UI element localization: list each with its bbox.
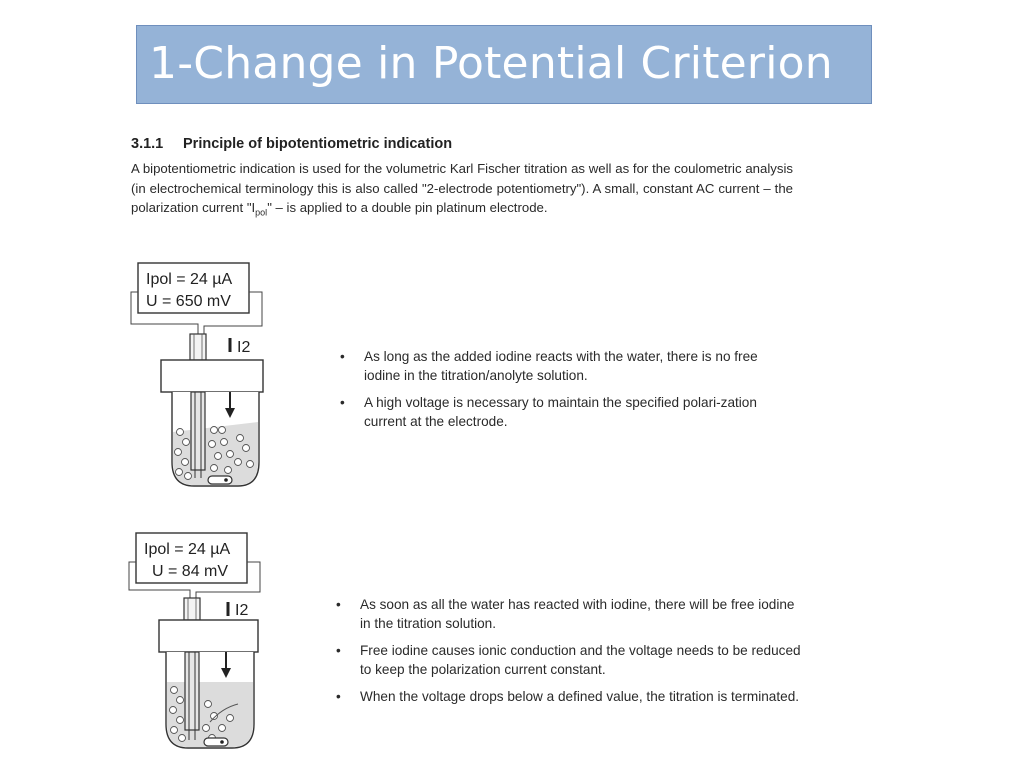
intro-paragraph (131, 159, 793, 223)
iodine-label: I2 (237, 339, 251, 356)
bullet-item (337, 348, 797, 385)
slide-title-box (136, 25, 872, 104)
voltage-label: U = 650 mV (146, 293, 231, 310)
bullet-item (333, 688, 803, 707)
bullet-text: When the voltage drops below a defined value, the titration is terminated. (360, 689, 800, 704)
bullet-text: As soon as all the water has reacted with iodine, there will be free iodine in the titration solution. (360, 597, 795, 631)
bullet-dot-icon: • (340, 349, 345, 364)
bullet-item (333, 642, 803, 679)
cell-lid (161, 360, 263, 392)
cell-lid (159, 620, 258, 652)
bullet-list-1 (337, 348, 797, 440)
stir-bar (208, 476, 232, 484)
electrode-rod (191, 392, 205, 470)
bullet-item (337, 394, 797, 431)
paragraph-text-1: A bipotentiometric indication is used for the volumetric Karl Fischer titration as well as for the coulometric analysis (in electrochemical terminology this is also called "2-electrode potentiometry"). A small, constant AC current – the polarization current "I (131, 161, 793, 215)
stir-bar (204, 738, 228, 746)
section-title: Principle of bipotentiometric indication (183, 136, 453, 152)
current-label: Ipol = 24 µA (146, 271, 233, 288)
electrode-rod (185, 652, 199, 730)
iodine-label: I2 (235, 602, 249, 619)
bullet-dot-icon: • (336, 643, 341, 658)
bullet-item (333, 596, 803, 633)
titration-cell-diagram-high-voltage (128, 262, 268, 490)
bullet-dot-icon: • (340, 395, 345, 410)
paragraph-subscript: pol (255, 207, 268, 218)
electrode-connector (184, 598, 200, 620)
current-label: Ipol = 24 µA (144, 541, 231, 558)
bullet-text: A high voltage is necessary to maintain the specified polari-zation current at the electrode. (364, 395, 757, 429)
bullet-dot-icon: • (336, 689, 341, 704)
voltage-label: U = 84 mV (152, 563, 229, 580)
paragraph-text-2: " – is applied to a double pin platinum electrode. (267, 200, 548, 215)
bullet-text: As long as the added iodine reacts with the water, there is no free iodine in the titration/anolyte solution. (364, 349, 758, 383)
bullet-text: Free iodine causes ionic conduction and the voltage needs to be reduced to keep the polarization current constant. (360, 643, 801, 677)
section-heading (131, 136, 452, 152)
bullet-list-2 (333, 596, 803, 716)
electrode-connector (190, 334, 206, 360)
bullet-dot-icon: • (336, 597, 341, 612)
slide-title: 1-Change in Potential Criterion (149, 38, 833, 89)
section-number: 3.1.1 (131, 136, 164, 152)
titration-cell-diagram-low-voltage (126, 532, 266, 754)
